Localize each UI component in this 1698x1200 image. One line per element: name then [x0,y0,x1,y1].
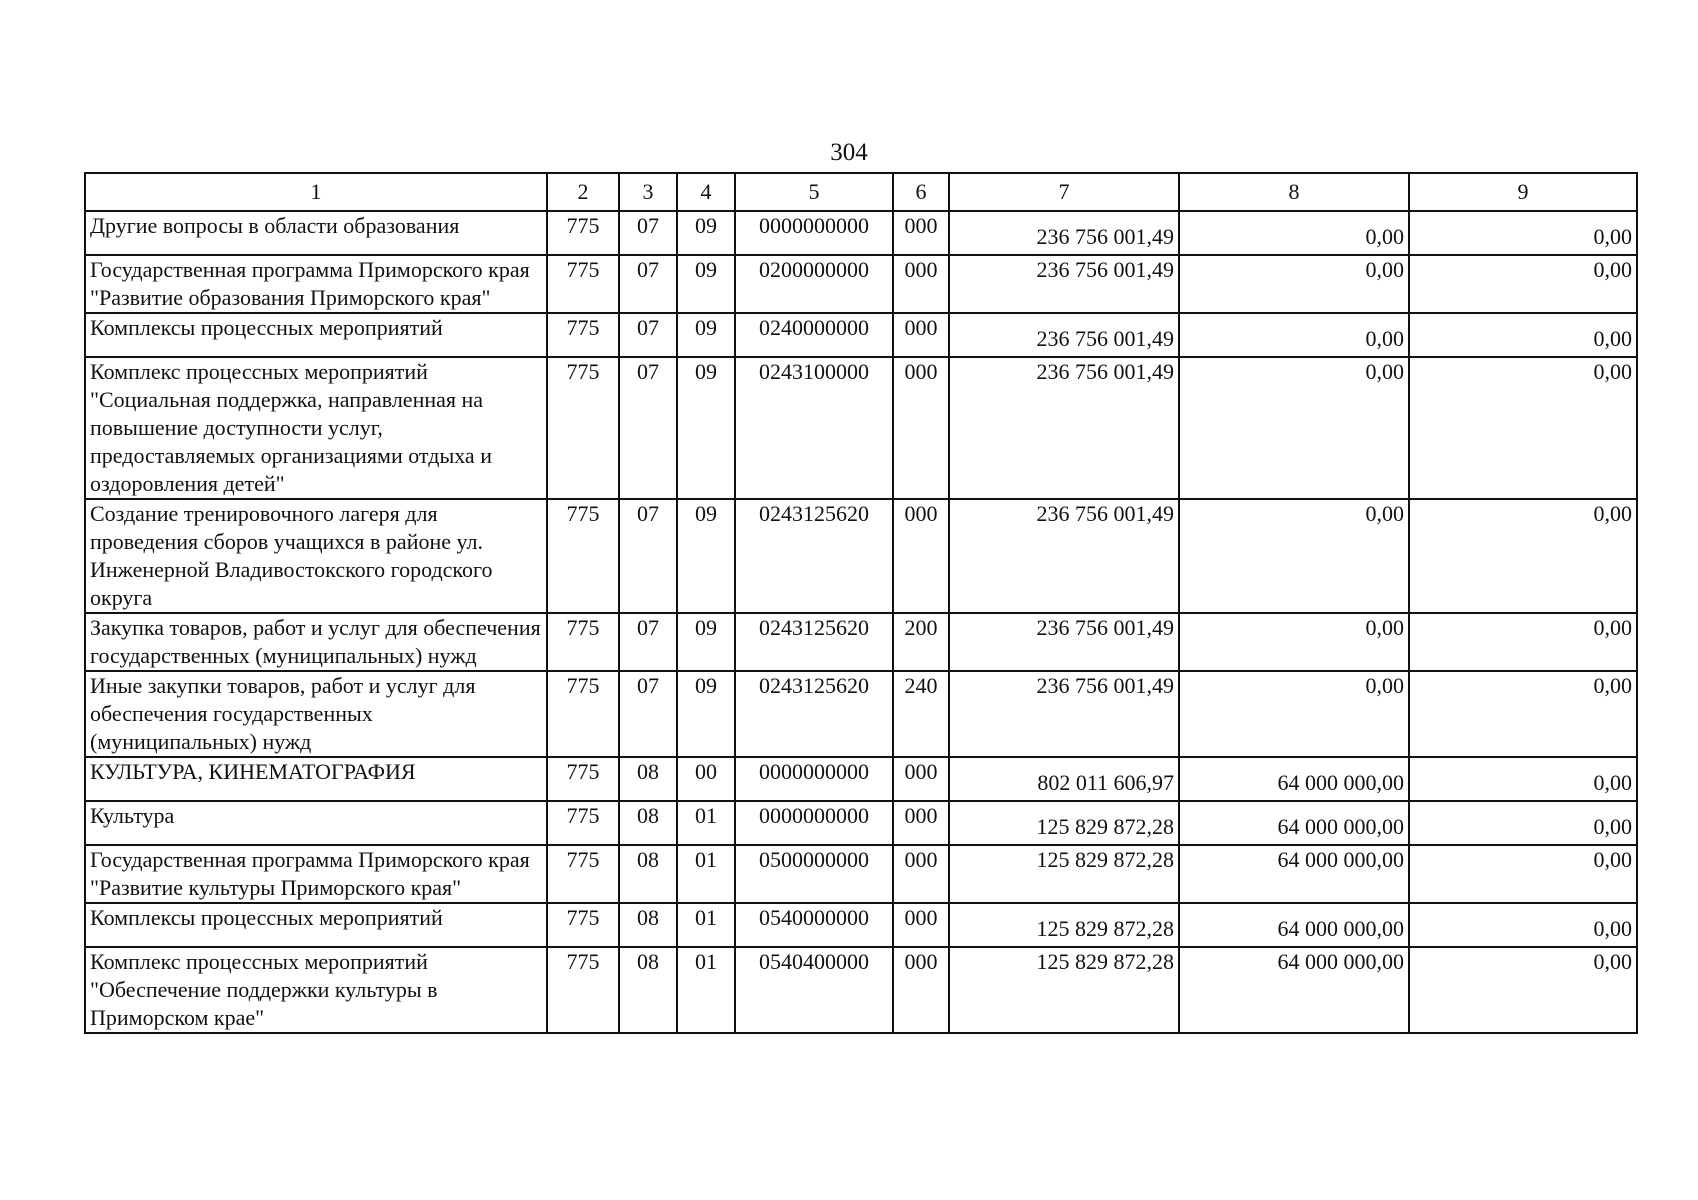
row-subsection-cell: 01 [677,845,735,903]
amount-value: 0,00 [1593,949,1632,974]
table-row [85,801,1637,845]
row-target-article-cell: 0000000000 [735,757,893,801]
amount-value: 0,00 [1593,326,1632,351]
table-row [85,947,1637,1033]
row-admin-code-cell: 775 [547,903,619,947]
row-admin-code-cell: 775 [547,947,619,1033]
row-section-cell: 08 [619,947,677,1033]
row-amount-col8-cell [1179,947,1409,1033]
row-amount-col9-cell [1409,313,1637,357]
amount-value: 0,00 [1593,359,1632,384]
amount-value: 0,00 [1365,224,1404,249]
row-section-cell: 07 [619,671,677,757]
row-amount-col8-cell [1179,801,1409,845]
row-target-article-cell: 0200000000 [735,255,893,313]
row-admin-code-cell: 775 [547,357,619,499]
column-header-2: 2 [547,173,619,211]
row-name-cell: Иные закупки товаров, работ и услуг для обеспечения государственных (муниципальных) нужд [85,671,547,757]
table-row [85,757,1637,801]
row-section-cell: 07 [619,255,677,313]
row-expense-type-cell: 200 [893,613,949,671]
amount-value: 125 829 872,28 [1036,949,1174,974]
amount-value: 0,00 [1593,501,1632,526]
row-subsection-cell: 09 [677,313,735,357]
row-amount-col7-cell [949,845,1179,903]
row-admin-code-cell: 775 [547,313,619,357]
row-target-article-cell: 0500000000 [735,845,893,903]
table-row [85,313,1637,357]
column-header-6: 6 [893,173,949,211]
amount-value: 125 829 872,28 [1036,916,1174,941]
amount-value: 0,00 [1593,224,1632,249]
row-name-cell: Государственная программа Приморского края "Развитие образования Приморского края" [85,255,547,313]
row-name-cell: Комплекс процессных мероприятий "Обеспечение поддержки культуры в Приморском крае" [85,947,547,1033]
row-name-cell: Государственная программа Приморского края "Развитие культуры Приморского края" [85,845,547,903]
row-subsection-cell: 01 [677,947,735,1033]
row-name-cell: Комплексы процессных мероприятий [85,903,547,947]
row-target-article-cell: 0243125620 [735,671,893,757]
amount-value: 64 000 000,00 [1277,814,1404,839]
row-subsection-cell: 01 [677,801,735,845]
row-amount-col8-cell [1179,903,1409,947]
column-header-3: 3 [619,173,677,211]
amount-value: 236 756 001,49 [1036,359,1174,384]
row-section-cell: 08 [619,757,677,801]
amount-value: 236 756 001,49 [1036,326,1174,351]
row-section-cell: 08 [619,801,677,845]
row-admin-code-cell: 775 [547,671,619,757]
column-header-7: 7 [949,173,1179,211]
column-header-5: 5 [735,173,893,211]
amount-value: 125 829 872,28 [1036,847,1174,872]
table-row [85,903,1637,947]
row-name-cell: Комплексы процессных мероприятий [85,313,547,357]
row-admin-code-cell: 775 [547,845,619,903]
row-subsection-cell: 09 [677,357,735,499]
row-admin-code-cell: 775 [547,499,619,613]
amount-value: 0,00 [1365,615,1404,640]
table-row [85,255,1637,313]
amount-value: 236 756 001,49 [1036,673,1174,698]
row-target-article-cell: 0243100000 [735,357,893,499]
row-amount-col9-cell [1409,801,1637,845]
row-target-article-cell: 0240000000 [735,313,893,357]
row-name-cell: Комплекс процессных мероприятий "Социальная поддержка, направленная на повышение доступности услуг, предоставляемых организациями отдыха и оздоровления детей" [85,357,547,499]
amount-value: 125 829 872,28 [1036,814,1174,839]
row-expense-type-cell: 000 [893,499,949,613]
row-amount-col8-cell [1179,671,1409,757]
row-section-cell: 07 [619,313,677,357]
amount-value: 0,00 [1365,326,1404,351]
row-section-cell: 08 [619,845,677,903]
amount-value: 0,00 [1593,847,1632,872]
row-amount-col7-cell [949,211,1179,255]
column-header-9: 9 [1409,173,1637,211]
row-target-article-cell: 0540000000 [735,903,893,947]
row-target-article-cell: 0243125620 [735,499,893,613]
row-admin-code-cell: 775 [547,801,619,845]
row-name-cell: Создание тренировочного лагеря для проведения сборов учащихся в районе ул. Инженерной Владивостокского городского округа [85,499,547,613]
table-row [85,845,1637,903]
column-header-8: 8 [1179,173,1409,211]
row-amount-col9-cell [1409,613,1637,671]
row-subsection-cell: 09 [677,499,735,613]
amount-value: 0,00 [1593,916,1632,941]
amount-value: 236 756 001,49 [1036,501,1174,526]
header-row [85,173,1637,211]
row-target-article-cell: 0000000000 [735,801,893,845]
amount-value: 0,00 [1593,673,1632,698]
row-amount-col7-cell [949,903,1179,947]
column-header-1: 1 [85,173,547,211]
row-amount-col8-cell [1179,255,1409,313]
row-name-cell: КУЛЬТУРА, КИНЕМАТОГРАФИЯ [85,757,547,801]
table-row [85,613,1637,671]
row-expense-type-cell: 000 [893,845,949,903]
row-subsection-cell: 00 [677,757,735,801]
table-row [85,499,1637,613]
row-amount-col8-cell [1179,845,1409,903]
row-amount-col9-cell [1409,357,1637,499]
table-row [85,211,1637,255]
amount-value: 64 000 000,00 [1277,949,1404,974]
row-admin-code-cell: 775 [547,613,619,671]
row-subsection-cell: 09 [677,255,735,313]
amount-value: 236 756 001,49 [1036,257,1174,282]
amount-value: 0,00 [1365,257,1404,282]
row-section-cell: 07 [619,613,677,671]
row-admin-code-cell: 775 [547,211,619,255]
table-row [85,357,1637,499]
row-amount-col8-cell [1179,211,1409,255]
row-amount-col8-cell [1179,613,1409,671]
row-expense-type-cell: 000 [893,255,949,313]
row-amount-col9-cell [1409,903,1637,947]
row-amount-col7-cell [949,801,1179,845]
amount-value: 64 000 000,00 [1277,770,1404,795]
row-amount-col9-cell [1409,211,1637,255]
row-expense-type-cell: 000 [893,947,949,1033]
table-row [85,671,1637,757]
budget-table [84,172,1638,1034]
row-expense-type-cell: 000 [893,357,949,499]
amount-value: 0,00 [1593,615,1632,640]
row-section-cell: 07 [619,499,677,613]
row-amount-col7-cell [949,313,1179,357]
row-amount-col7-cell [949,255,1179,313]
row-section-cell: 07 [619,357,677,499]
row-target-article-cell: 0243125620 [735,613,893,671]
row-expense-type-cell: 000 [893,903,949,947]
row-name-cell: Культура [85,801,547,845]
row-expense-type-cell: 000 [893,801,949,845]
row-subsection-cell: 09 [677,211,735,255]
row-target-article-cell: 0000000000 [735,211,893,255]
row-name-cell: Закупка товаров, работ и услуг для обеспечения государственных (муниципальных) нужд [85,613,547,671]
row-amount-col8-cell [1179,499,1409,613]
amount-value: 0,00 [1593,814,1632,839]
row-amount-col9-cell [1409,947,1637,1033]
row-amount-col9-cell [1409,845,1637,903]
row-subsection-cell: 01 [677,903,735,947]
row-admin-code-cell: 775 [547,255,619,313]
amount-value: 0,00 [1365,673,1404,698]
amount-value: 236 756 001,49 [1036,615,1174,640]
row-amount-col7-cell [949,357,1179,499]
row-name-cell: Другие вопросы в области образования [85,211,547,255]
row-amount-col9-cell [1409,671,1637,757]
row-amount-col8-cell [1179,313,1409,357]
row-expense-type-cell: 000 [893,313,949,357]
row-amount-col9-cell [1409,499,1637,613]
amount-value: 236 756 001,49 [1036,224,1174,249]
row-amount-col7-cell [949,947,1179,1033]
row-target-article-cell: 0540400000 [735,947,893,1033]
row-amount-col9-cell [1409,757,1637,801]
row-amount-col8-cell [1179,357,1409,499]
column-header-4: 4 [677,173,735,211]
row-subsection-cell: 09 [677,671,735,757]
row-amount-col9-cell [1409,255,1637,313]
amount-value: 802 011 606,97 [1037,770,1174,795]
page-number-text: 304 [830,139,868,166]
row-expense-type-cell: 240 [893,671,949,757]
row-subsection-cell: 09 [677,613,735,671]
table-body [85,211,1637,1033]
row-section-cell: 07 [619,211,677,255]
row-amount-col7-cell [949,499,1179,613]
row-amount-col7-cell [949,671,1179,757]
row-expense-type-cell: 000 [893,211,949,255]
amount-value: 64 000 000,00 [1277,916,1404,941]
row-admin-code-cell: 775 [547,757,619,801]
page-number [0,138,1698,168]
amount-value: 0,00 [1365,501,1404,526]
amount-value: 0,00 [1593,257,1632,282]
amount-value: 0,00 [1365,359,1404,384]
table-header [85,173,1637,211]
row-amount-col8-cell [1179,757,1409,801]
row-section-cell: 08 [619,903,677,947]
row-amount-col7-cell [949,613,1179,671]
amount-value: 0,00 [1593,770,1632,795]
row-amount-col7-cell [949,757,1179,801]
row-expense-type-cell: 000 [893,757,949,801]
amount-value: 64 000 000,00 [1277,847,1404,872]
